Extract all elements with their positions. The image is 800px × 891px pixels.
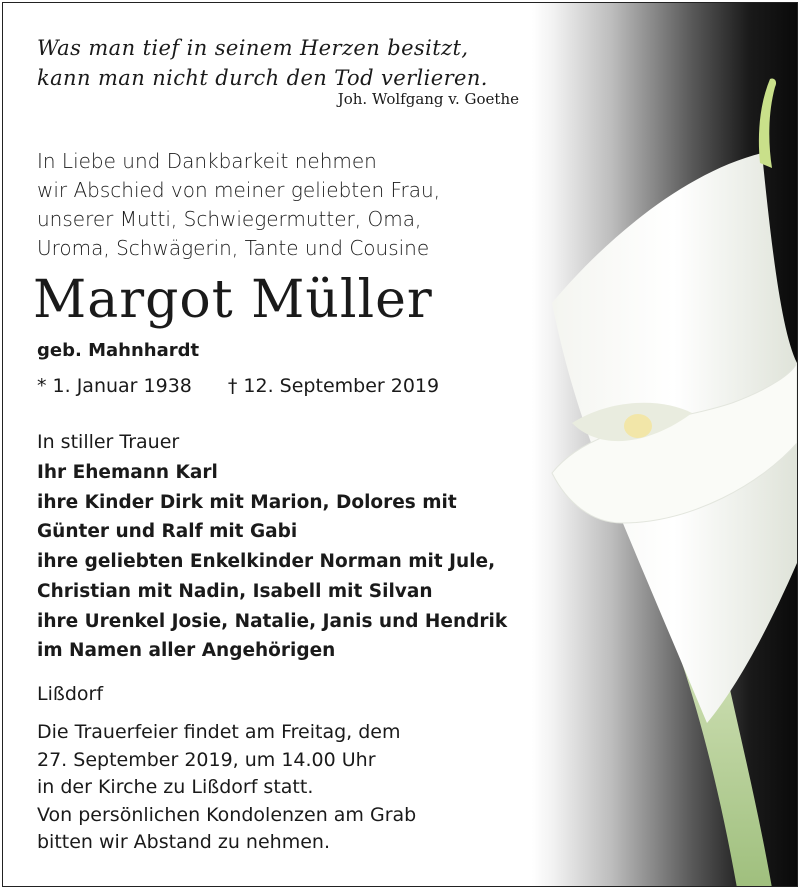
mourner-line: Ihr Ehemann Karl [37, 462, 218, 483]
mourner-line: ihre Urenkel Josie, Natalie, Janis und Hendrik [37, 610, 508, 632]
notice-line: 27. September 2019, um 14.00 Uhr [37, 748, 376, 771]
goethe-quote [37, 33, 537, 93]
quote-line: Was man tief in seinem Herzen besitzt, [37, 36, 469, 60]
place-name: Lißdorf [37, 683, 104, 705]
mourner-line: ihre geliebten Enkelkinder Norman mit Jule, [37, 551, 496, 573]
intro-line: wir Abschied von meiner geliebten Frau, [37, 178, 441, 202]
mourning-label: In stiller Trauer [37, 431, 180, 453]
birth-date: * 1. Januar 1938 [37, 375, 192, 397]
intro-line: In Liebe und Dankbarkeit nehmen [37, 149, 377, 173]
intro-line: Uroma, Schwägerin, Tante und Cousine [37, 236, 430, 260]
mourner-line: Günter und Ralf mit Gabi [37, 521, 298, 543]
intro-line: unserer Mutti, Schwiegermutter, Oma, [37, 207, 422, 231]
calla-lily-illustration [532, 3, 797, 887]
notice-line: Die Trauerfeier findet am Freitag, dem [37, 721, 401, 743]
obituary-text [3, 3, 563, 886]
calla-lily-photo [532, 3, 797, 886]
deceased-name: Margot Müller [33, 270, 433, 330]
death-date: † 12. September 2019 [227, 375, 440, 397]
funeral-notice [37, 719, 416, 857]
obituary-card [2, 2, 798, 887]
quote-line: kann man nicht durch den Tod verlieren. [37, 66, 488, 90]
mourner-line: im Namen aller Angehörigen [37, 640, 336, 662]
intro-text [37, 147, 440, 263]
birth-name: geb. Mahnhardt [37, 340, 200, 361]
notice-line: Von persönlichen Kondolenzen am Grab [37, 803, 417, 826]
mourner-line: Christian mit Nadin, Isabell mit Silvan [37, 580, 433, 602]
notice-line: in der Kirche zu Lißdorf statt. [37, 776, 314, 798]
mourners-list [37, 458, 507, 666]
life-dates [37, 375, 439, 397]
notice-line: bitten wir Abstand zu nehmen. [37, 831, 330, 853]
quote-attribution: Joh. Wolfgang v. Goethe [337, 90, 519, 108]
mourner-line: ihre Kinder Dirk mit Marion, Dolores mit [37, 491, 457, 513]
